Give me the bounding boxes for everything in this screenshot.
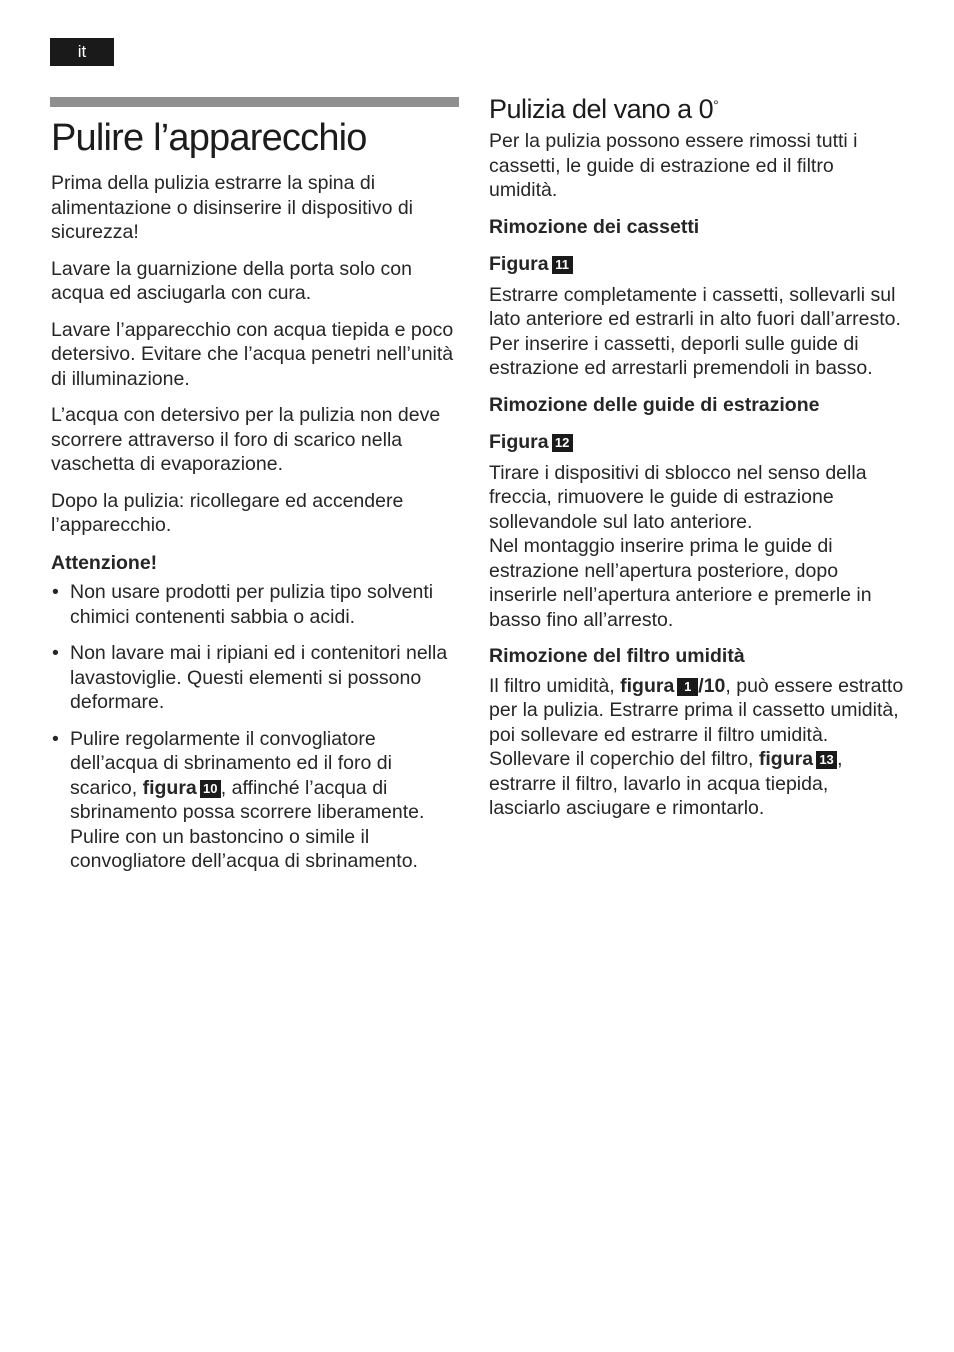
attention-heading: Attenzione!	[51, 551, 158, 574]
paragraph-wash: Lavare l’apparecchio con acqua tiepida e poco detersivo. Evitare che l’acqua penetri nell’unità di illuminazione.	[51, 318, 454, 390]
filter-text-start: Il filtro umidità,	[489, 674, 621, 697]
paragraph-intro: Per la pulizia possono essere rimossi tutti i cassetti, le guide di estrazione ed il filtro umidità.	[489, 130, 858, 201]
bullet-text: Non usare prodotti per pulizia tipo solventi chimici contenenti sabbia o acidi.	[70, 581, 434, 628]
paragraph-unplug: Prima della pulizia estrarre la spina di alimentazione o disinserire il dispositivo di sicurezza!	[51, 172, 414, 243]
figure-number-badge: 11	[552, 256, 573, 274]
figure-position-ref: /10	[698, 674, 726, 697]
filter-text-clean	[489, 747, 904, 821]
filter-text-end: , può essere estratto per la pulizia. Estrarre prima il cassetto umidità, poi sollevare ed estrarre il filtro umidità.	[489, 674, 904, 746]
rails-text-remove: Tirare i dispositivi di sblocco nel senso della freccia, rimuovere le guide di estrazione sollevandole sul lato anteriore.	[489, 461, 867, 533]
drawers-heading: Rimozione dei cassetti	[489, 215, 700, 238]
bullet-text: Non lavare mai i ripiani ed i contenitori nella lavastoviglie. Questi elementi si possono deformare.	[70, 642, 448, 713]
section-title	[489, 90, 904, 128]
language-tab: it	[50, 38, 114, 66]
paragraph-drain-hole: L’acqua con detersivo per la pulizia non deve scorrere attraverso il foro di scarico nella vaschetta di evaporazione.	[51, 404, 441, 475]
figure-number-badge: 12	[552, 434, 573, 452]
drawers-text-remove: Estrarre completamente i cassetti, sollevarli sul lato anteriore ed estrarli in alto fuori dall’arresto.	[489, 283, 901, 330]
rails-text-mount: Nel montaggio inserire prima le guide di estrazione nell’apertura posteriore, dopo inserirle nell’apertura anteriore e premerle in basso fino all’arresto.	[489, 535, 872, 631]
section-rule	[50, 97, 459, 107]
bullet-text-start: Pulire regolarmente il convogliatore dell’acqua di sbrinamento ed il foro di scarico,	[70, 727, 392, 799]
section-title-text: Pulizia del vano a 0	[489, 94, 714, 124]
filter-heading: Rimozione del filtro umidità	[489, 645, 745, 667]
page-title: Pulire l’apparecchio	[51, 117, 367, 159]
filter-clean-end: , estrarre il filtro, lavarlo in acqua tiepida, lasciarlo asciugare e rimontarlo.	[489, 748, 843, 819]
figure-word: Figura	[489, 253, 549, 275]
figure-number-badge: 1	[677, 678, 698, 696]
list-item	[51, 727, 461, 874]
list-item	[51, 641, 461, 715]
figure-word: figura	[620, 674, 675, 697]
figure-number-badge: 13	[816, 751, 837, 769]
rails-figure-ref	[489, 430, 904, 455]
rails-heading: Rimozione delle guide di estrazione	[489, 393, 820, 416]
degree-symbol: °	[713, 97, 719, 113]
drawers-text-insert: Per inserire i cassetti, deporli sulle guide di estrazione ed arrestarli premendoli in basso.	[489, 332, 873, 379]
figure-number-badge: 10	[200, 780, 221, 798]
drawers-figure-ref	[489, 252, 904, 277]
filter-clean-start: Sollevare il coperchio del filtro,	[489, 748, 759, 770]
filter-text-remove	[489, 674, 904, 748]
bullet-text-end: , affinché l’acqua di sbrinamento possa scorrere liberamente. Pulire con un bastoncino o simile il convogliatore dell’acqua di sbrinamento.	[70, 776, 425, 872]
paragraph-after-cleaning: Dopo la pulizia: ricollegare ed accendere l’apparecchio.	[51, 489, 404, 536]
attention-list	[51, 580, 461, 874]
figure-word: figura	[758, 748, 814, 770]
figure-word: Figura	[489, 431, 549, 453]
figure-word: figura	[142, 776, 197, 799]
right-column	[489, 90, 904, 821]
left-column	[51, 112, 461, 886]
list-item	[51, 580, 461, 629]
paragraph-door-seal: Lavare la guarnizione della porta solo con acqua ed asciugarla con cura.	[51, 257, 412, 304]
